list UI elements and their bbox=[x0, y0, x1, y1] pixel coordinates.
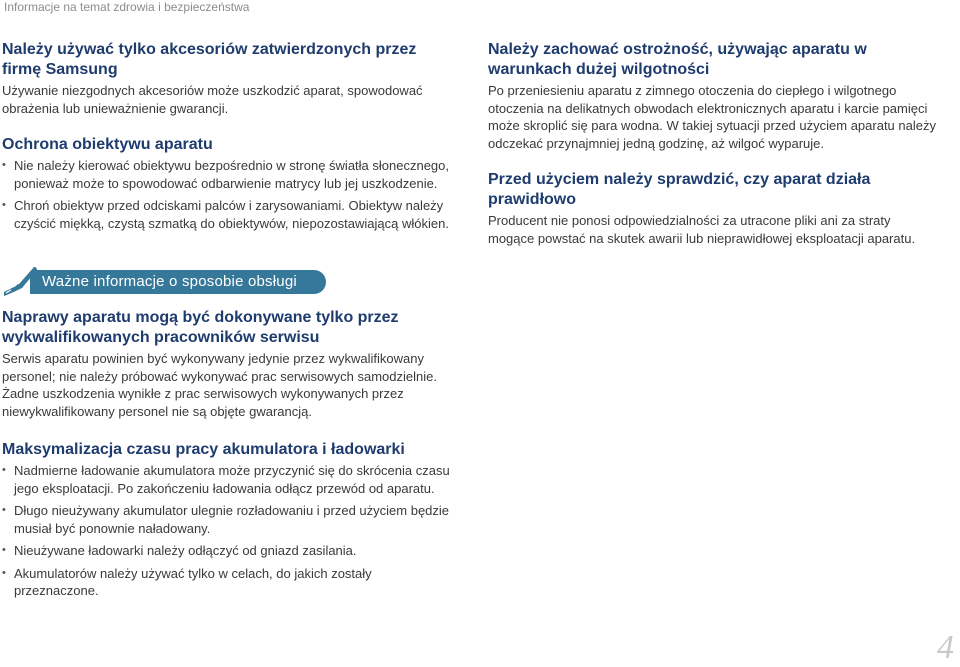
list-item: • Długo nieużywany akumulator ulegnie rozładowaniu i przed użyciem będzie musiał być ponownie naładowany. bbox=[2, 502, 454, 537]
section-title-lens: Ochrona obiektywu aparatu bbox=[2, 136, 213, 153]
section-title-check: Przed użyciem należy sprawdzić, czy aparat działa prawidłowo bbox=[488, 171, 871, 208]
section-text-accessories: Używanie niezgodnych akcesoriów może uszkodzić aparat, spowodować obrażenia lub unieważnienie gwarancji. bbox=[2, 83, 423, 116]
list-item: • Nadmierne ładowanie akumulatora może przyczynić się do skrócenia czasu jego eksploatacji. Po zakończeniu ładowania odłącz przewód od aparatu. bbox=[2, 462, 454, 497]
section-text-repairs: Serwis aparatu powinien być wykonywany jedynie przez wykwalifikowany personel; nie należy próbować wykonywać prac serwisowych samodzielnie. Żadne uszkodzenia wynikłe z prac serwisowych wykonywanych przez niewykwalifikowany personel nie są objęte gwarancją. bbox=[2, 351, 437, 419]
running-head: Informacje na temat zdrowia i bezpieczeństwa bbox=[4, 0, 250, 14]
page-number: 4 bbox=[937, 629, 954, 666]
right-column bbox=[488, 40, 938, 247]
section-lens bbox=[2, 135, 454, 232]
section-title-accessories: Należy używać tylko akcesoriów zatwierdzonych przez firmę Samsung bbox=[2, 41, 417, 78]
section-title-battery: Maksymalizacja czasu pracy akumulatora i ładowarki bbox=[2, 441, 405, 458]
section-title-humidity: Należy zachować ostrożność, używając aparatu w warunkach dużej wilgotności bbox=[488, 41, 867, 78]
section-text-humidity: Po przeniesieniu aparatu z zimnego otoczenia do ciepłego i wilgotnego otoczenia na delikatnych obwodach elektronicznych aparatu i karcie pamięci może skroplić się para wodna. W takiej sytuacji przed użyciem aparatu należy odczekać przynajmniej jedną godzinę, aż wilgoć wyparuje. bbox=[488, 83, 936, 151]
left-column bbox=[2, 40, 454, 600]
list-item: • Nieużywane ładowarki należy odłączyć od gniazd zasilania. bbox=[2, 542, 454, 560]
section-title-repairs: Naprawy aparatu mogą być dokonywane tylko przez wykwalifikowanych pracowników serwisu bbox=[2, 309, 399, 346]
section-check bbox=[488, 170, 938, 247]
important-info-banner bbox=[2, 268, 454, 296]
section-battery bbox=[2, 440, 454, 600]
section-text-check: Producent nie ponosi odpowiedzialności za utracone pliki ani za straty mogące powstać na skutek awarii lub nieprawidłowej eksploatacji aparatu. bbox=[488, 213, 916, 246]
section-repairs bbox=[2, 308, 454, 420]
banner-label: Ważne informacje o sposobie obsługi bbox=[42, 273, 297, 290]
battery-bullet-list bbox=[2, 462, 454, 600]
pencil-note-icon bbox=[2, 262, 42, 298]
list-item: • Chroń obiektyw przed odciskami palców i zarysowaniami. Obiektyw należy czyścić miękką, czystą szmatką do obiektywów, niepozostawiającą włókien. bbox=[2, 197, 454, 232]
list-item: • Nie należy kierować obiektywu bezpośrednio w stronę światła słonecznego, ponieważ może to spowodować odbarwienie matrycy lub jej uszkodzenie. bbox=[2, 157, 454, 192]
section-humidity bbox=[488, 40, 938, 152]
lens-bullet-list bbox=[2, 157, 454, 232]
list-item: • Akumulatorów należy używać tylko w celach, do jakich zostały przeznaczone. bbox=[2, 565, 454, 600]
section-accessories bbox=[2, 40, 454, 117]
